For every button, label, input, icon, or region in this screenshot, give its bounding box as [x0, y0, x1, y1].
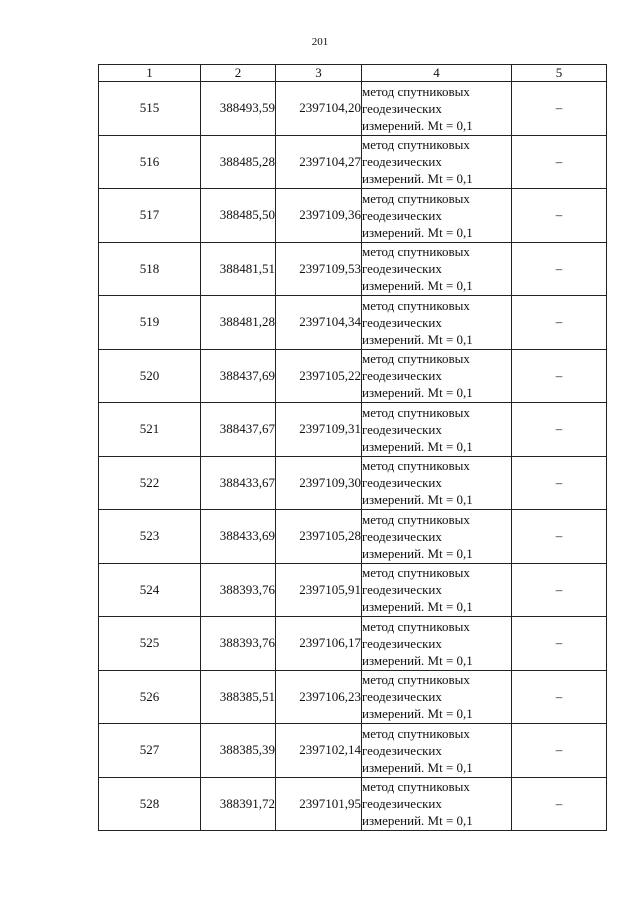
- note-cell: –: [512, 670, 607, 724]
- method-line: метод спутниковых: [362, 190, 470, 206]
- table-row: [99, 510, 607, 564]
- coord-x-cell: 388485,28: [201, 135, 276, 189]
- method-line: геодезических: [362, 635, 442, 651]
- method-cell: [362, 456, 512, 510]
- method-line: метод спутниковых: [362, 565, 470, 581]
- header-cell: 5: [512, 65, 607, 82]
- method-line: геодезических: [362, 528, 442, 544]
- coord-x-cell: 388493,59: [201, 82, 276, 136]
- method-cell: [362, 617, 512, 671]
- method-line: метод спутниковых: [362, 725, 470, 741]
- note-cell: –: [512, 724, 607, 778]
- method-line: метод спутниковых: [362, 244, 470, 260]
- note-cell: –: [512, 617, 607, 671]
- note-cell: –: [512, 563, 607, 617]
- coord-x-cell: 388485,50: [201, 189, 276, 243]
- method-line: геодезических: [362, 207, 442, 223]
- coord-x-cell: 388385,39: [201, 724, 276, 778]
- method-line: измерений. Mt = 0,1: [362, 117, 473, 133]
- table-row: [99, 242, 607, 296]
- method-line: метод спутниковых: [362, 672, 470, 688]
- method-cell: [362, 189, 512, 243]
- table-row: [99, 724, 607, 778]
- coord-y-cell: 2397109,30: [276, 456, 362, 510]
- method-line: метод спутниковых: [362, 297, 470, 313]
- coord-y-cell: 2397104,27: [276, 135, 362, 189]
- method-line: геодезических: [362, 475, 442, 491]
- method-cell: [362, 135, 512, 189]
- method-cell: [362, 242, 512, 296]
- coord-y-cell: 2397105,28: [276, 510, 362, 564]
- coord-y-cell: 2397104,34: [276, 296, 362, 350]
- coord-x-cell: 388437,67: [201, 403, 276, 457]
- note-cell: –: [512, 456, 607, 510]
- point-number-cell: 527: [99, 724, 201, 778]
- method-line: метод спутниковых: [362, 404, 470, 420]
- table-row: [99, 349, 607, 403]
- point-number-cell: 525: [99, 617, 201, 671]
- table-row: [99, 82, 607, 136]
- method-line: измерений. Mt = 0,1: [362, 438, 473, 454]
- method-line: метод спутниковых: [362, 511, 470, 527]
- table-row: [99, 296, 607, 350]
- method-line: измерений. Mt = 0,1: [362, 813, 473, 829]
- coord-y-cell: 2397109,53: [276, 242, 362, 296]
- coord-x-cell: 388433,69: [201, 510, 276, 564]
- method-line: измерений. Mt = 0,1: [362, 492, 473, 508]
- coord-x-cell: 388437,69: [201, 349, 276, 403]
- method-line: геодезических: [362, 154, 442, 170]
- point-number-cell: 516: [99, 135, 201, 189]
- method-line: метод спутниковых: [362, 351, 470, 367]
- method-line: измерений. Mt = 0,1: [362, 599, 473, 615]
- coord-x-cell: 388433,67: [201, 456, 276, 510]
- header-cell: 2: [201, 65, 276, 82]
- method-line: метод спутниковых: [362, 83, 470, 99]
- method-line: геодезических: [362, 742, 442, 758]
- point-number-cell: 520: [99, 349, 201, 403]
- note-cell: –: [512, 403, 607, 457]
- table-row: [99, 189, 607, 243]
- method-line: геодезических: [362, 368, 442, 384]
- page-number: 201: [311, 36, 329, 48]
- method-line: измерений. Mt = 0,1: [362, 652, 473, 668]
- note-cell: –: [512, 777, 607, 831]
- table-row: [99, 456, 607, 510]
- method-line: измерений. Mt = 0,1: [362, 171, 473, 187]
- table-row: [99, 617, 607, 671]
- coord-y-cell: 2397106,17: [276, 617, 362, 671]
- point-number-cell: 526: [99, 670, 201, 724]
- method-line: геодезических: [362, 689, 442, 705]
- coord-y-cell: 2397106,23: [276, 670, 362, 724]
- method-cell: [362, 349, 512, 403]
- method-line: геодезических: [362, 421, 442, 437]
- point-number-cell: 518: [99, 242, 201, 296]
- header-cell: 3: [276, 65, 362, 82]
- note-cell: –: [512, 296, 607, 350]
- coord-y-cell: 2397102,14: [276, 724, 362, 778]
- header-cell: 4: [362, 65, 512, 82]
- coord-x-cell: 388393,76: [201, 563, 276, 617]
- method-line: метод спутниковых: [362, 458, 470, 474]
- table-row: [99, 135, 607, 189]
- method-cell: [362, 777, 512, 831]
- coord-y-cell: 2397109,31: [276, 403, 362, 457]
- coordinates-table: [98, 64, 607, 831]
- note-cell: –: [512, 189, 607, 243]
- header-cell: 1: [99, 65, 201, 82]
- table-row: [99, 403, 607, 457]
- header-row: [99, 65, 607, 82]
- method-cell: [362, 403, 512, 457]
- method-cell: [362, 670, 512, 724]
- method-cell: [362, 82, 512, 136]
- method-cell: [362, 724, 512, 778]
- method-line: измерений. Mt = 0,1: [362, 278, 473, 294]
- method-line: метод спутниковых: [362, 137, 470, 153]
- method-cell: [362, 563, 512, 617]
- method-cell: [362, 296, 512, 350]
- table-row: [99, 777, 607, 831]
- point-number-cell: 523: [99, 510, 201, 564]
- note-cell: –: [512, 82, 607, 136]
- coord-y-cell: 2397101,95: [276, 777, 362, 831]
- point-number-cell: 524: [99, 563, 201, 617]
- coord-x-cell: 388481,51: [201, 242, 276, 296]
- point-number-cell: 521: [99, 403, 201, 457]
- coord-y-cell: 2397105,22: [276, 349, 362, 403]
- coord-y-cell: 2397109,36: [276, 189, 362, 243]
- method-line: измерений. Mt = 0,1: [362, 224, 473, 240]
- coord-x-cell: 388385,51: [201, 670, 276, 724]
- point-number-cell: 519: [99, 296, 201, 350]
- method-line: метод спутниковых: [362, 779, 470, 795]
- coord-x-cell: 388393,76: [201, 617, 276, 671]
- note-cell: –: [512, 510, 607, 564]
- coord-y-cell: 2397104,20: [276, 82, 362, 136]
- method-line: измерений. Mt = 0,1: [362, 706, 473, 722]
- coord-x-cell: 388391,72: [201, 777, 276, 831]
- method-line: геодезических: [362, 100, 442, 116]
- method-line: метод спутниковых: [362, 618, 470, 634]
- point-number-cell: 522: [99, 456, 201, 510]
- note-cell: –: [512, 349, 607, 403]
- method-line: измерений. Mt = 0,1: [362, 545, 473, 561]
- table-row: [99, 670, 607, 724]
- point-number-cell: 515: [99, 82, 201, 136]
- method-line: геодезических: [362, 582, 442, 598]
- coord-x-cell: 388481,28: [201, 296, 276, 350]
- note-cell: –: [512, 242, 607, 296]
- method-line: измерений. Mt = 0,1: [362, 759, 473, 775]
- point-number-cell: 528: [99, 777, 201, 831]
- table-row: [99, 563, 607, 617]
- method-line: геодезических: [362, 796, 442, 812]
- coord-y-cell: 2397105,91: [276, 563, 362, 617]
- method-cell: [362, 510, 512, 564]
- method-line: измерений. Mt = 0,1: [362, 331, 473, 347]
- method-line: измерений. Mt = 0,1: [362, 385, 473, 401]
- method-line: геодезических: [362, 314, 442, 330]
- note-cell: –: [512, 135, 607, 189]
- point-number-cell: 517: [99, 189, 201, 243]
- method-line: геодезических: [362, 261, 442, 277]
